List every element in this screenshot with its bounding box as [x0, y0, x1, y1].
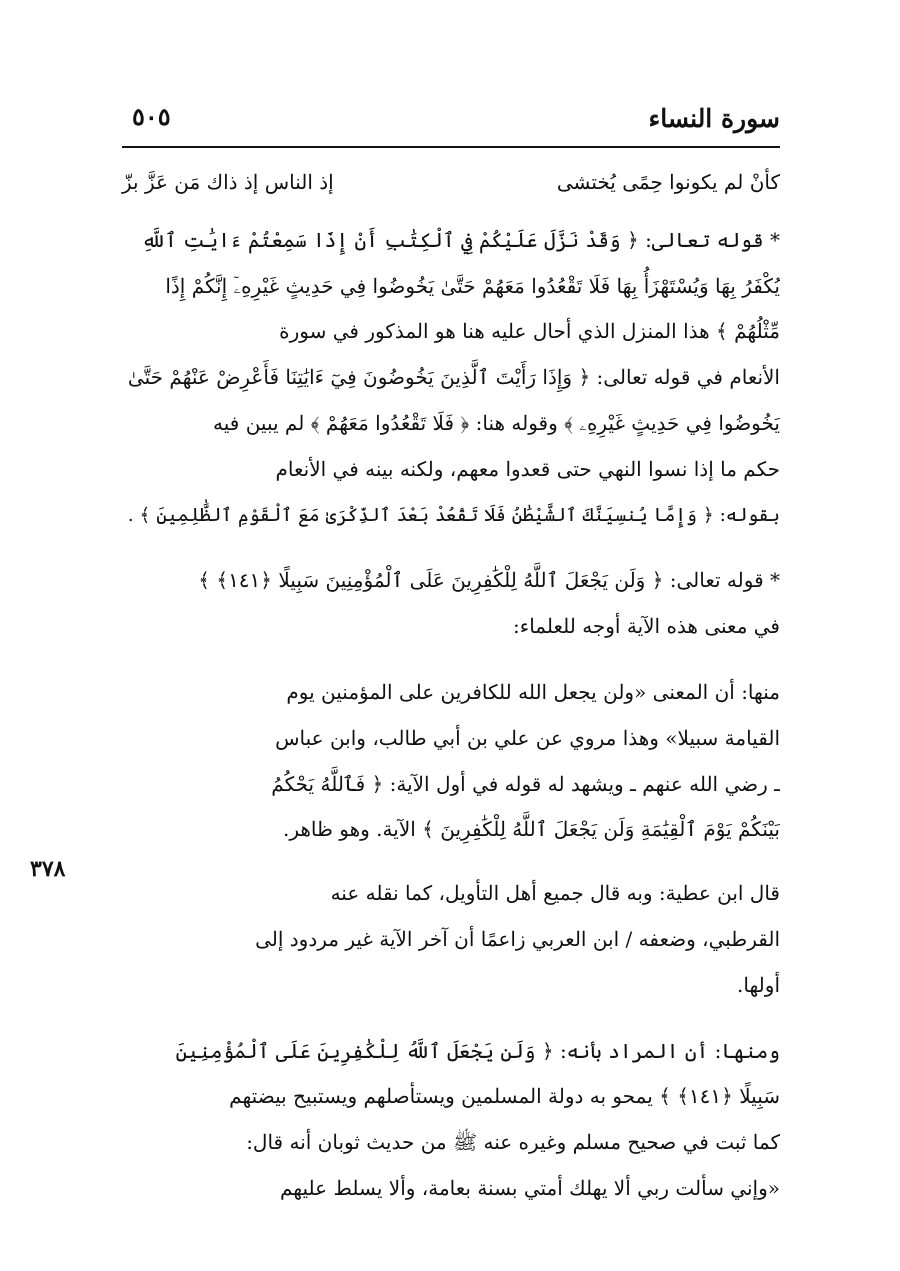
- text-line: * قوله تعالى: ﴿ وَلَن يَجْعَلَ ٱللَّهُ لِلْكَٰفِرِينَ عَلَى ٱلْمُؤْمِنِينَ سَبِيلًا ﴿١٤١﴾ ﴾: [198, 568, 780, 593]
- spacer: [122, 853, 780, 871]
- text-line: في معنى هذه الآية أوجه للعلماء:: [513, 614, 780, 639]
- text-line: يَخُوضُوا فِي حَدِيثٍ غَيْرِهِۦ ﴾ وقوله هنا: ﴿ فَلَا تَقْعُدُوا مَعَهُمْ ﴾ لم يبين فيه: [213, 410, 780, 435]
- paragraph-an-nisa-140: [122, 218, 780, 539]
- text-line: القرطبي، وضعفه / ابن العربي زاعمًا أن آخر الآية غير مردود إلى: [255, 926, 780, 951]
- header-rule: [122, 146, 780, 148]
- text-line: يُكْفَرُ بِهَا وَيُسْتَهْزَأُ بِهَا فَلَا تَقْعُدُوا مَعَهُمْ حَتَّىٰ يَخُوضُوا فِي حَدِيثٍ غَيْرِهِۦٓ إِنَّكُمْ إِذًا: [165, 273, 780, 298]
- spacer: [122, 538, 780, 558]
- text-line: «وإني سألت ربي ألا يهلك أمتي بسنة بعامة، وألا يسلط عليهم: [279, 1175, 780, 1200]
- text-line: الأنعام في قوله تعالى: ﴿ وَإِذَا رَأَيْتَ ٱلَّذِينَ يَخُوضُونَ فِيٓ ءَايَٰتِنَا فَأَعْرِضْ عَنْهُمْ حَتَّىٰ: [127, 365, 780, 390]
- paragraph-first-opinion: [122, 670, 780, 853]
- surah-name: سورة النساء: [648, 104, 780, 133]
- paragraph-an-nisa-141: [122, 558, 780, 650]
- text-line: منها: أن المعنى «ولن يجعل الله للكافرين على المؤمنين يوم: [286, 679, 780, 704]
- paragraph-ibn-atiyya: [122, 871, 780, 1008]
- spacer: [122, 1009, 780, 1029]
- text-line: بَيْنَكُمْ يَوْمَ ٱلْقِيَٰمَةِ وَلَن يَجْعَلَ ٱللَّهُ لِلْكَٰفِرِينَ ﴾ الآية. وهو ظاهر.: [282, 817, 780, 842]
- margin-page-reference: ٣٧٨: [30, 856, 66, 882]
- text-line: كما ثبت في صحيح مسلم وغيره عنه ﷺ من حديث ثوبان أنه قال:: [246, 1130, 780, 1155]
- spacer: [122, 650, 780, 670]
- text-line: ومنها: أن المراد بأنه: ﴿ وَلَن يَجْعَلَ ٱللَّهُ لِلْكَٰفِرِينَ عَلَى ٱلْمُؤْمِنِينَ: [175, 1038, 780, 1063]
- text-line: سَبِيلًا ﴿١٤١﴾ ﴾ يمحو به دولة المسلمين ويستأصلهم ويستبيح بيضتهم: [229, 1084, 780, 1109]
- poem-line: [122, 160, 780, 206]
- page-number: ٥٠٥: [132, 102, 171, 131]
- text-line: بقوله: ﴿ وَإِمَّا يُنسِيَنَّكَ ٱلشَّيْطَٰنُ فَلَا تَقْعُدْ بَعْدَ ٱلذِّكْرَىٰ مَعَ ٱلْقَوْمِ ٱلظَّٰلِمِينَ ﴾ .: [127, 504, 780, 526]
- text-line: مِّثْلُهُمْ ﴾ هذا المنزل الذي أحال عليه هنا هو المذكور في سورة: [279, 319, 780, 344]
- text-line: قال ابن عطية: وبه قال جميع أهل التأويل، كما نقله عنه: [330, 881, 780, 906]
- poem-hemistich-right: كأنْ لم يكونوا حِمًى يُختشى: [556, 170, 780, 194]
- text-line: ـ رضي الله عنهم ـ ويشهد له قوله في أول الآية: ﴿ فَٱللَّهُ يَحْكُمُ: [271, 771, 780, 796]
- text-line: حكم ما إذا نسوا النهي حتى قعدوا معهم، ولكنه بينه في الأنعام: [275, 456, 780, 481]
- poem-hemistich-left: إذ الناس إذ ذاك مَن عَزَّ بزّ: [122, 170, 334, 194]
- text-line: القيامة سبيلا» وهذا مروي عن علي بن أبي طالب، وابن عباس: [275, 725, 780, 750]
- text-line: * قوله تعالى: ﴿ وَقَدْ نَزَّلَ عَلَيْكُمْ فِي ٱلْكِتَٰبِ أَنْ إِذَا سَمِعْتُمْ ءَايَٰتِ ٱللَّهِ: [141, 227, 780, 252]
- text-line: أولها.: [737, 972, 780, 997]
- paragraph-second-opinion: [122, 1029, 780, 1212]
- spacer: [122, 206, 780, 218]
- body-text: [122, 160, 780, 1212]
- page-header: [122, 100, 780, 144]
